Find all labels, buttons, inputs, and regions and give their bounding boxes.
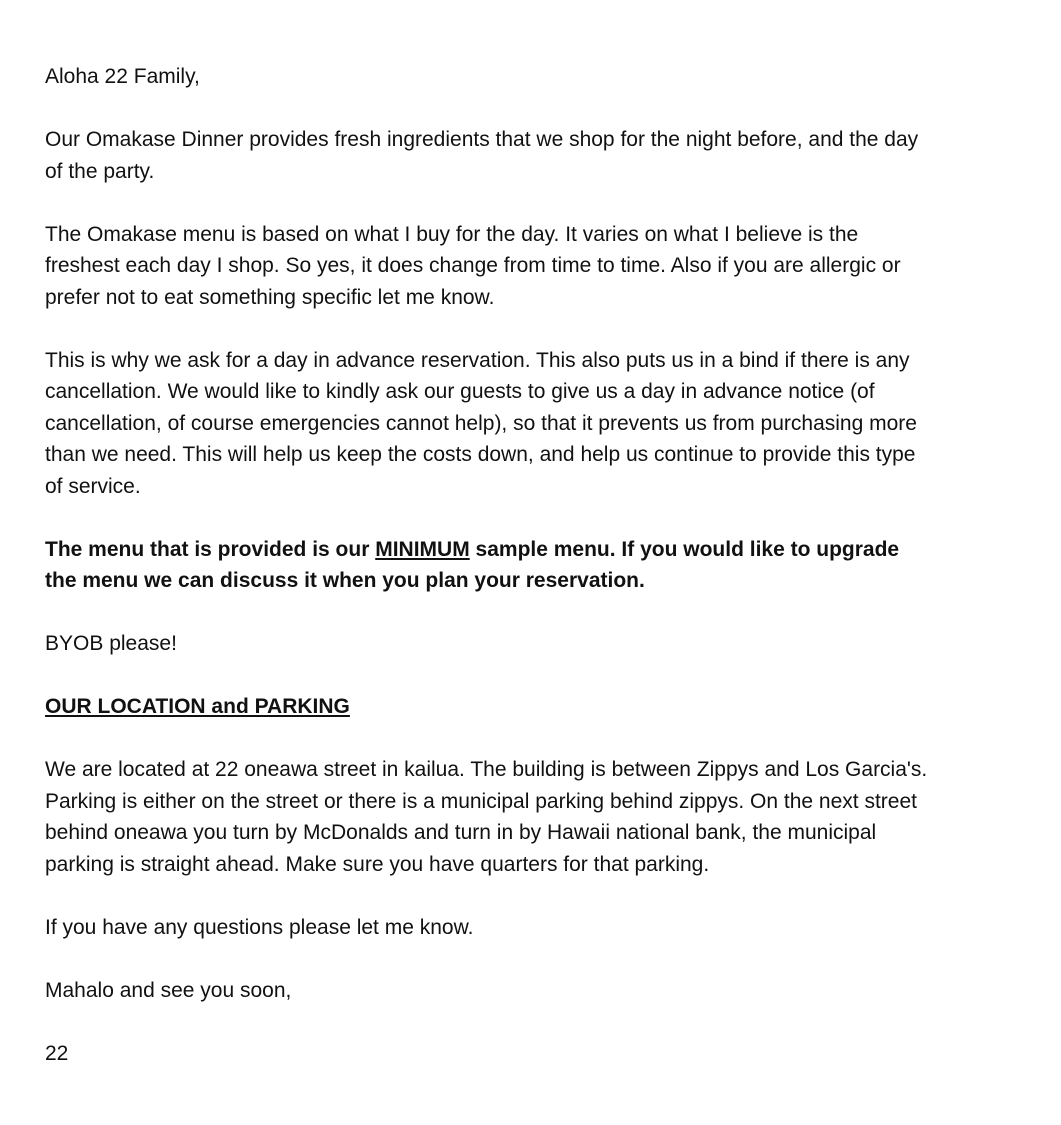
letter-body [45,61,1035,1101]
menu-note-end: sample menu. If you would like to upgrade the menu we can discuss it when you plan your reservation. [45,537,900,592]
closing: Mahalo and see you soon, [45,978,292,1002]
paragraph-reservation-policy: This is why we ask for a day in advance reservation. This also puts us in a bind if there is any cancellation. We would like to kindly ask our guests to give us a day in advance notice (of cancellation, of course emergencies cannot help), so that it prevents us from purchasing more than we need. This will help us keep the costs down, and help us continue to provide this type of service. [45,348,917,498]
paragraph-ingredients: Our Omakase Dinner provides fresh ingredients that we shop for the night before, and the day of the party. [45,128,919,183]
location-heading: OUR LOCATION and PARKING [45,695,350,718]
location-paragraph: We are located at 22 oneawa street in kailua. The building is between Zippys and Los Garcia's. Parking is either on the street or there is a municipal parking behind zippys. On the next street behind oneawa you turn by McDonalds and turn in by Hawaii national bank, the municipal parking is straight ahead. Make sure you have quarters for that parking. [45,758,928,876]
menu-note-start: The menu that is provided is our [45,537,376,561]
greeting: Aloha 22 Family, [45,65,200,88]
menu-note-minimum: MINIMUM [375,537,470,561]
menu-note [45,534,1035,597]
paragraph-menu-basis: The Omakase menu is based on what I buy for the day. It varies on what I believe is the freshest each day I shop. So yes, it does change from time to time. Also if you are allergic or prefer not to eat something specific let me know. [45,222,901,309]
questions-note: If you have any questions please let me know. [45,915,474,939]
signature: 22 [45,1041,69,1065]
byob-note: BYOB please! [45,632,177,655]
